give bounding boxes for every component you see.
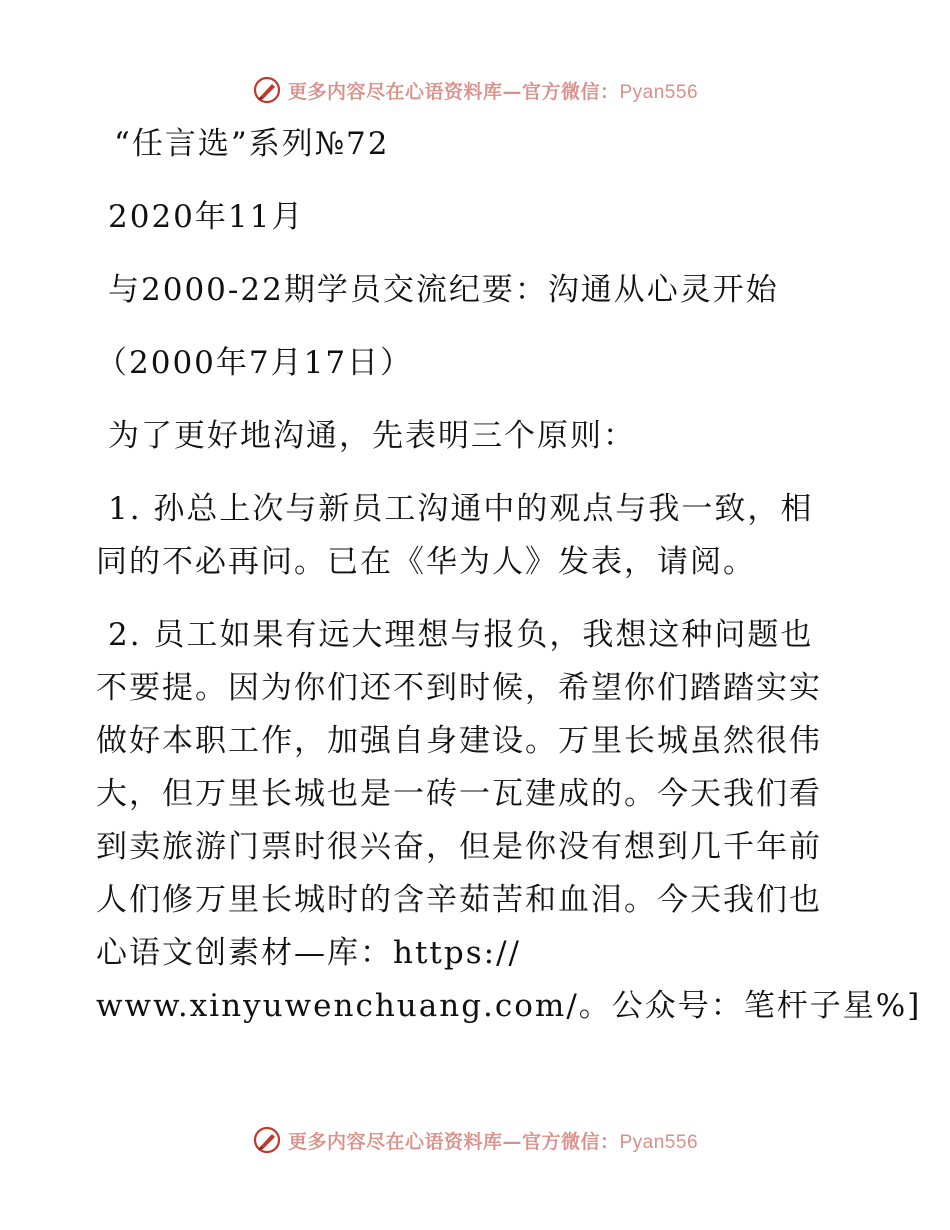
series-label: “任言选”系列№72 bbox=[114, 126, 390, 162]
point-2-line: 做好本职工作，加强自身建设。万里长城虽然很伟 bbox=[96, 723, 822, 759]
meeting-date: （2000年7月17日） bbox=[96, 345, 414, 381]
point-2-line: 2. 员工如果有远大理想与报负，我想这种问题也 bbox=[108, 617, 814, 653]
watermark-text: 更多内容尽在心语资料库—官方微信：Pyan556 bbox=[287, 1130, 699, 1153]
pen-logo-icon bbox=[252, 1125, 282, 1155]
point-2-line: 心语文创素材—库：https:// bbox=[96, 935, 521, 971]
intro-text: 为了更好地沟通，先表明三个原则： bbox=[108, 418, 636, 454]
point-2-line: 人们修万里长城时的含辛茹苦和血泪。今天我们也 bbox=[96, 882, 822, 918]
point-1 bbox=[96, 483, 856, 589]
footer-watermark bbox=[0, 1120, 950, 1160]
header-watermark bbox=[0, 70, 950, 110]
document-date: 2020年11月 bbox=[108, 199, 305, 235]
point-2 bbox=[96, 609, 922, 1033]
point-1-line: 1. 孙总上次与新员工沟通中的观点与我一致，相 bbox=[108, 491, 814, 527]
point-1-line: 同的不必再问。已在《华为人》发表，请阅。 bbox=[96, 544, 756, 580]
point-2-line: 不要提。因为你们还不到时候，希望你们踏踏实实 bbox=[96, 670, 822, 706]
document-title: 与2000-22期学员交流纪要：沟通从心灵开始 bbox=[108, 272, 779, 308]
document-body bbox=[96, 118, 922, 1033]
watermark-text: 更多内容尽在心语资料库—官方微信：Pyan556 bbox=[287, 80, 699, 103]
point-2-line: 大，但万里长城也是一砖一瓦建成的。今天我们看 bbox=[96, 776, 822, 812]
pen-logo-icon bbox=[252, 75, 282, 105]
point-2-line: 到卖旅游门票时很兴奋，但是你没有想到几千年前 bbox=[96, 829, 822, 865]
point-2-line: www.xinyuwenchuang.com/。公众号：笔杆子星%] bbox=[96, 988, 922, 1024]
